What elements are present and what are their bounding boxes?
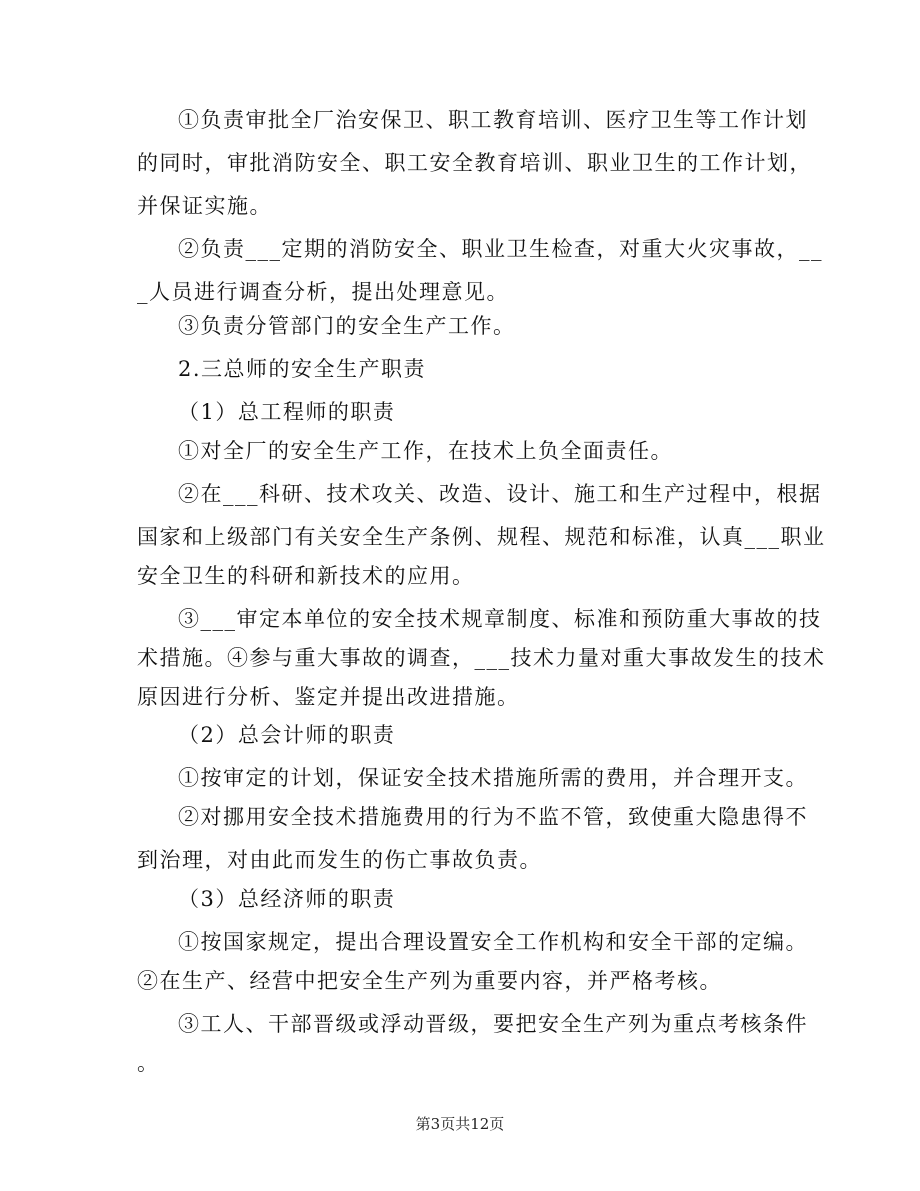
text-line-12: 安全卫生的科研和新技术的应用。	[137, 564, 475, 588]
text-line-2: 的同时，审批消防安全、职工安全教育培训、职业卫生的工作计划，	[137, 151, 812, 175]
subsection-heading-1: （1）总工程师的职责	[178, 400, 396, 424]
text-line-5: _人员进行调查分析，提出处理意见。	[137, 280, 509, 304]
text-line-17: ①按审定的计划，保证安全技术措施所需的费用，并合理开支。	[178, 766, 808, 790]
text-line-4: ②负责___定期的消防安全、职业卫生检查，对重大火灾事故，__	[178, 237, 823, 261]
text-line-11: 国家和上级部门有关安全生产条例、规程、规范和标准，认真___职业	[137, 525, 826, 549]
text-line-23: ③工人、干部晋级或浮动晋级，要把安全生产列为重点考核条件	[178, 1012, 808, 1036]
text-line-24: 。	[137, 1051, 160, 1075]
text-line-10: ②在___科研、技术攻关、改造、设计、施工和生产过程中，根据	[178, 482, 822, 506]
page-number-footer: 第3页共12页	[415, 1115, 505, 1133]
text-line-1: ①负责审批全厂治安保卫、职工教育培训、医疗卫生等工作计划	[178, 108, 808, 132]
text-line-21: ①按国家规定，提出合理设置安全工作机构和安全干部的定编。	[178, 930, 808, 954]
text-line-9: ①对全厂的安全生产工作，在技术上负全面责任。	[178, 439, 673, 463]
subsection-heading-2: （2）总会计师的职责	[178, 723, 396, 747]
text-line-19: 到治理，对由此而发生的伤亡事故负责。	[137, 848, 542, 872]
subsection-heading-3: （3）总经济师的职责	[178, 887, 396, 911]
text-line-3: 并保证实施。	[137, 194, 272, 218]
text-line-14: 术措施。④参与重大事故的调查，___技术力量对重大事故发生的技术	[137, 646, 826, 670]
text-line-18: ②对挪用安全技术措施费用的行为不监不管，致使重大隐患得不	[178, 805, 808, 829]
text-line-13: ③___审定本单位的安全技术规章制度、标准和预防重大事故的技	[178, 607, 822, 631]
text-line-15: 原因进行分析、鉴定并提出改进措施。	[137, 685, 520, 709]
text-line-6: ③负责分管部门的安全生产工作。	[178, 314, 516, 338]
text-line-22: ②在生产、经营中把安全生产列为重要内容，并严格考核。	[137, 969, 722, 993]
section-heading: 2.三总师的安全生产职责	[178, 357, 427, 381]
